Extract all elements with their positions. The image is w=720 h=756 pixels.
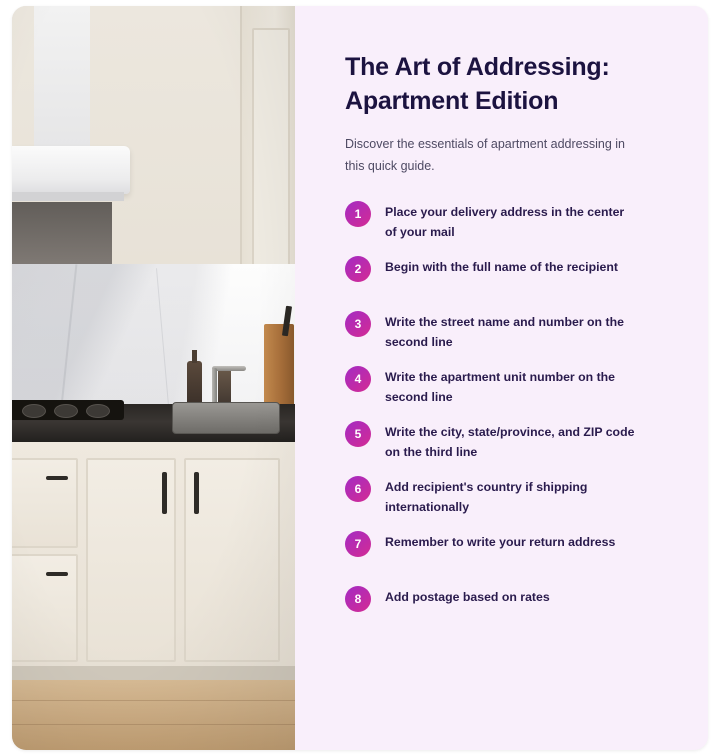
photo-burner	[22, 404, 46, 418]
photo-cabinet-door	[12, 554, 78, 662]
step-text: Write the city, state/province, and ZIP code on the third line	[385, 424, 635, 459]
photo-range-hood	[12, 146, 130, 194]
step-number-badge: 8	[345, 586, 371, 612]
photo-bottle-neck	[192, 350, 197, 363]
step-number-badge: 7	[345, 531, 371, 557]
content-pane	[295, 6, 708, 750]
photo-floor-seam	[12, 724, 295, 725]
photo-wall-shadow	[12, 202, 112, 264]
photo-sink	[172, 402, 280, 434]
photo-floor	[12, 680, 295, 750]
step-number-badge: 5	[345, 421, 371, 447]
page-subtitle: Discover the essentials of apartment addressing in this quick guide.	[345, 137, 626, 173]
photo-cabinet-door	[12, 458, 78, 548]
step-text: Write the street name and number on the second line	[385, 314, 624, 349]
photo-floor-seam	[12, 700, 295, 701]
list-item	[345, 530, 662, 576]
kitchen-photo	[12, 6, 295, 750]
list-item	[345, 365, 662, 411]
list-item	[345, 310, 662, 356]
photo-burner	[54, 404, 78, 418]
step-text: Write the apartment unit number on the second line	[385, 369, 616, 404]
photo-faucet	[212, 368, 217, 404]
photo-faucet-arm	[212, 366, 246, 371]
photo-drawer-handle	[46, 476, 68, 480]
photo-bottle	[218, 366, 231, 405]
step-number-badge: 6	[345, 476, 371, 502]
step-text: Place your delivery address in the center of your mail	[385, 204, 625, 239]
list-item	[345, 200, 662, 246]
list-item	[345, 585, 662, 631]
photo-marble-backsplash	[12, 264, 295, 406]
photo-cabinet-handle	[162, 472, 167, 514]
page-title: The Art of Addressing: Apartment Edition	[345, 53, 610, 115]
photo-range-hood-lip	[12, 192, 124, 201]
photo-cabinet-handle	[194, 472, 199, 514]
photo-range-hood-stack	[34, 6, 90, 148]
list-item	[345, 420, 662, 466]
step-number-badge: 2	[345, 256, 371, 282]
step-text: Remember to write your return address	[385, 534, 616, 549]
step-text: Add recipient's country if shipping internationally	[385, 479, 588, 514]
step-number-badge: 4	[345, 366, 371, 392]
step-number-badge: 1	[345, 201, 371, 227]
info-card	[12, 6, 708, 750]
step-text: Add postage based on rates	[385, 589, 550, 604]
photo-burner	[86, 404, 110, 418]
photo-drawer-handle	[46, 572, 68, 576]
step-number-badge: 3	[345, 311, 371, 337]
list-item	[345, 255, 662, 301]
steps-list	[345, 200, 662, 631]
list-item	[345, 475, 662, 521]
photo-bottle	[187, 361, 202, 405]
step-text: Begin with the full name of the recipient	[385, 259, 618, 274]
photo-knife-block	[264, 324, 294, 406]
